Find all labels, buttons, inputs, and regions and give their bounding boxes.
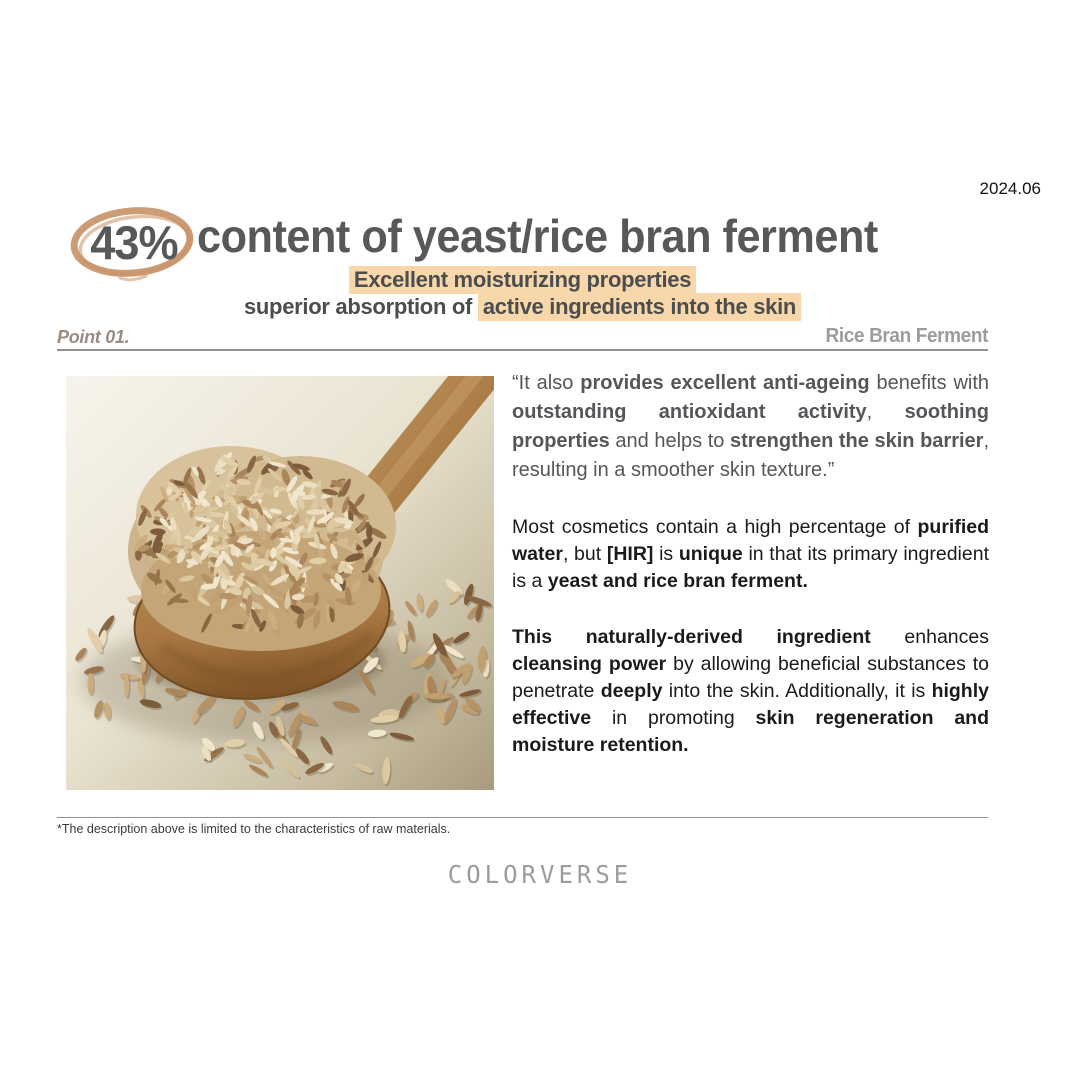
percent-value: 43%	[90, 215, 178, 269]
page-title: content of yeast/rice bran ferment	[197, 210, 878, 262]
date-label: 2024.06	[979, 179, 1041, 198]
point-label: Point 01.	[57, 327, 130, 347]
footnote-text: *The description above is limited to the characteristics of raw materials.	[57, 817, 988, 836]
section-rule	[57, 325, 988, 351]
subtitle-highlight-1: Excellent moisturizing properties	[349, 266, 696, 294]
subtitle-line1	[57, 266, 988, 293]
paragraph-natural-ingredient: This naturally-derived ingredient enhances cleansing power by allowing beneficial substances to penetrate deeply into the skin. Additionally, it is highly effective in promoting skin regeneration and moisture retention.	[512, 626, 990, 756]
description-column	[512, 369, 989, 759]
quote-paragraph: “It also provides excellent anti-ageing benefits with outstanding antioxidant activity, soothing properties and helps to strengthen the skin barrier, resulting in a smoother skin texture.”	[512, 372, 990, 481]
subtitle-prefix: superior absorption of	[243, 294, 478, 319]
subtitle-line2	[57, 293, 988, 320]
category-label: Rice Bran Ferment	[825, 325, 988, 347]
rice-spoon-illustration	[66, 376, 494, 790]
brand-logo: COLORVERSE	[447, 860, 633, 890]
subtitle-highlight-2: active ingredients into the skin	[478, 293, 801, 321]
paragraph-purified-water: Most cosmetics contain a high percentage of purified water, but [HIR] is unique in that its primary ingredient is a yeast and rice bran ferment.	[512, 516, 989, 592]
subtitle-block	[57, 266, 988, 320]
rice-spoon-photo	[66, 376, 494, 790]
